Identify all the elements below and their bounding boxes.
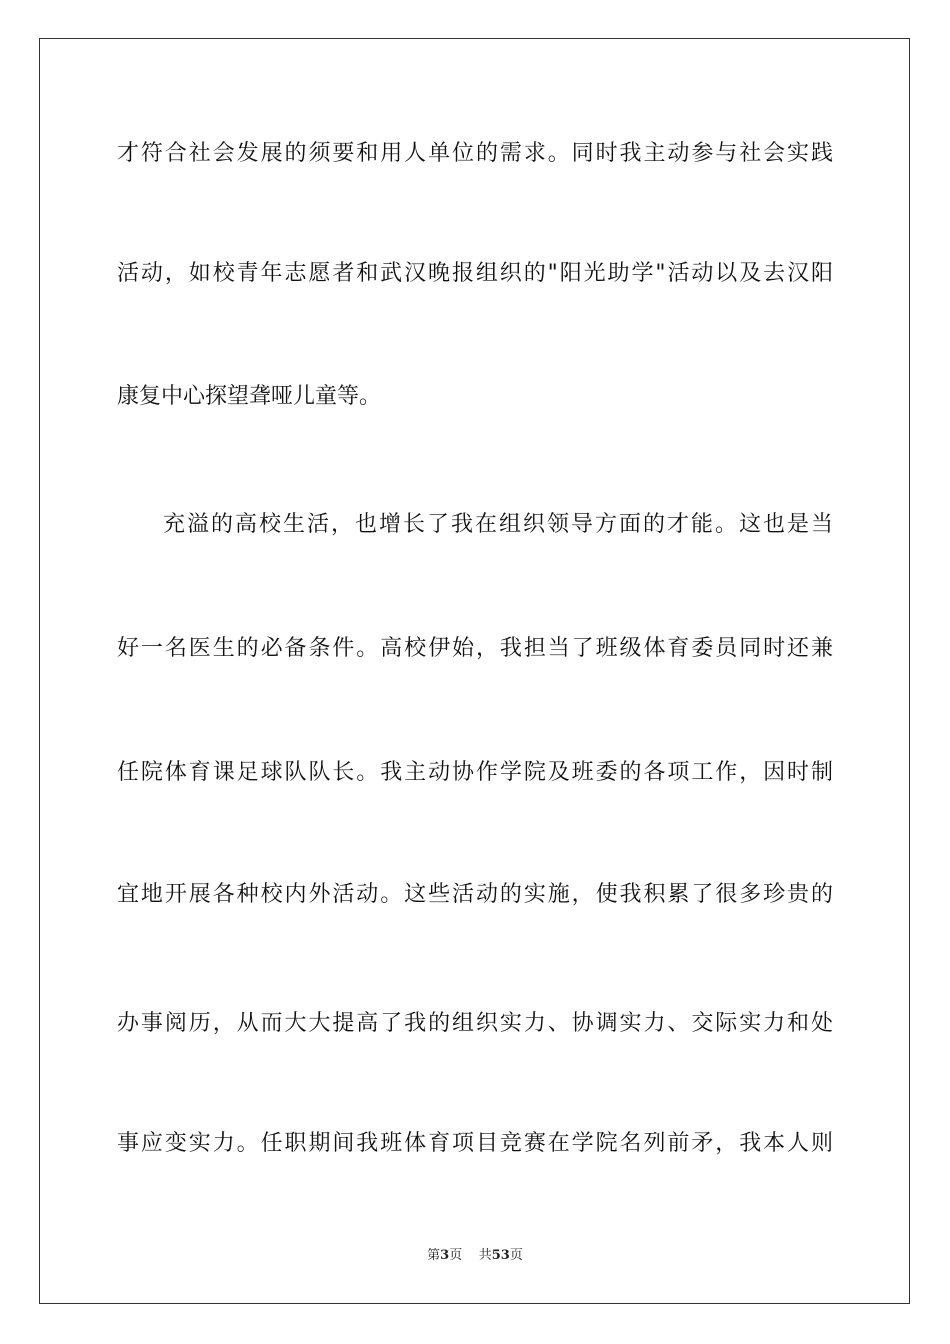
paragraph-line: 好一名医生的必备条件。高校伊始，我担当了班级体育委员同时还兼 [117,636,833,661]
paragraph-line: 任院体育课足球队队长。我主动协作学院及班委的各项工作，因时制 [117,760,833,785]
page-footer [0,1247,950,1265]
total-pages: 53 [491,1248,510,1263]
page-label: 第 [427,1248,441,1263]
page-unit: 页 [449,1248,463,1263]
total-label: 共 [478,1248,492,1263]
paragraph-line: 充溢的高校生活，也增长了我在组织领导方面的才能。这也是当 [163,512,833,537]
page-border [39,38,910,1304]
paragraph-line: 事应变实力。任职期间我班体育项目竞赛在学院名列前矛，我本人则 [117,1131,833,1156]
paragraph-line: 办事阅历，从而大大提高了我的组织实力、协调实力、交际实力和处 [117,1011,833,1036]
paragraph-line: 才符合社会发展的须要和用人单位的需求。同时我主动参与社会实践 [117,141,833,166]
page-number: 3 [440,1248,450,1263]
paragraph-line: 康复中心探望聋哑儿童等。 [117,384,382,409]
paragraph-line: 宜地开展各种校内外活动。这些活动的实施，使我积累了很多珍贵的 [117,882,833,907]
total-unit: 页 [509,1248,523,1263]
paragraph-line: 活动，如校青年志愿者和武汉晚报组织的"阳光助学"活动以及去汉阳 [117,261,833,286]
